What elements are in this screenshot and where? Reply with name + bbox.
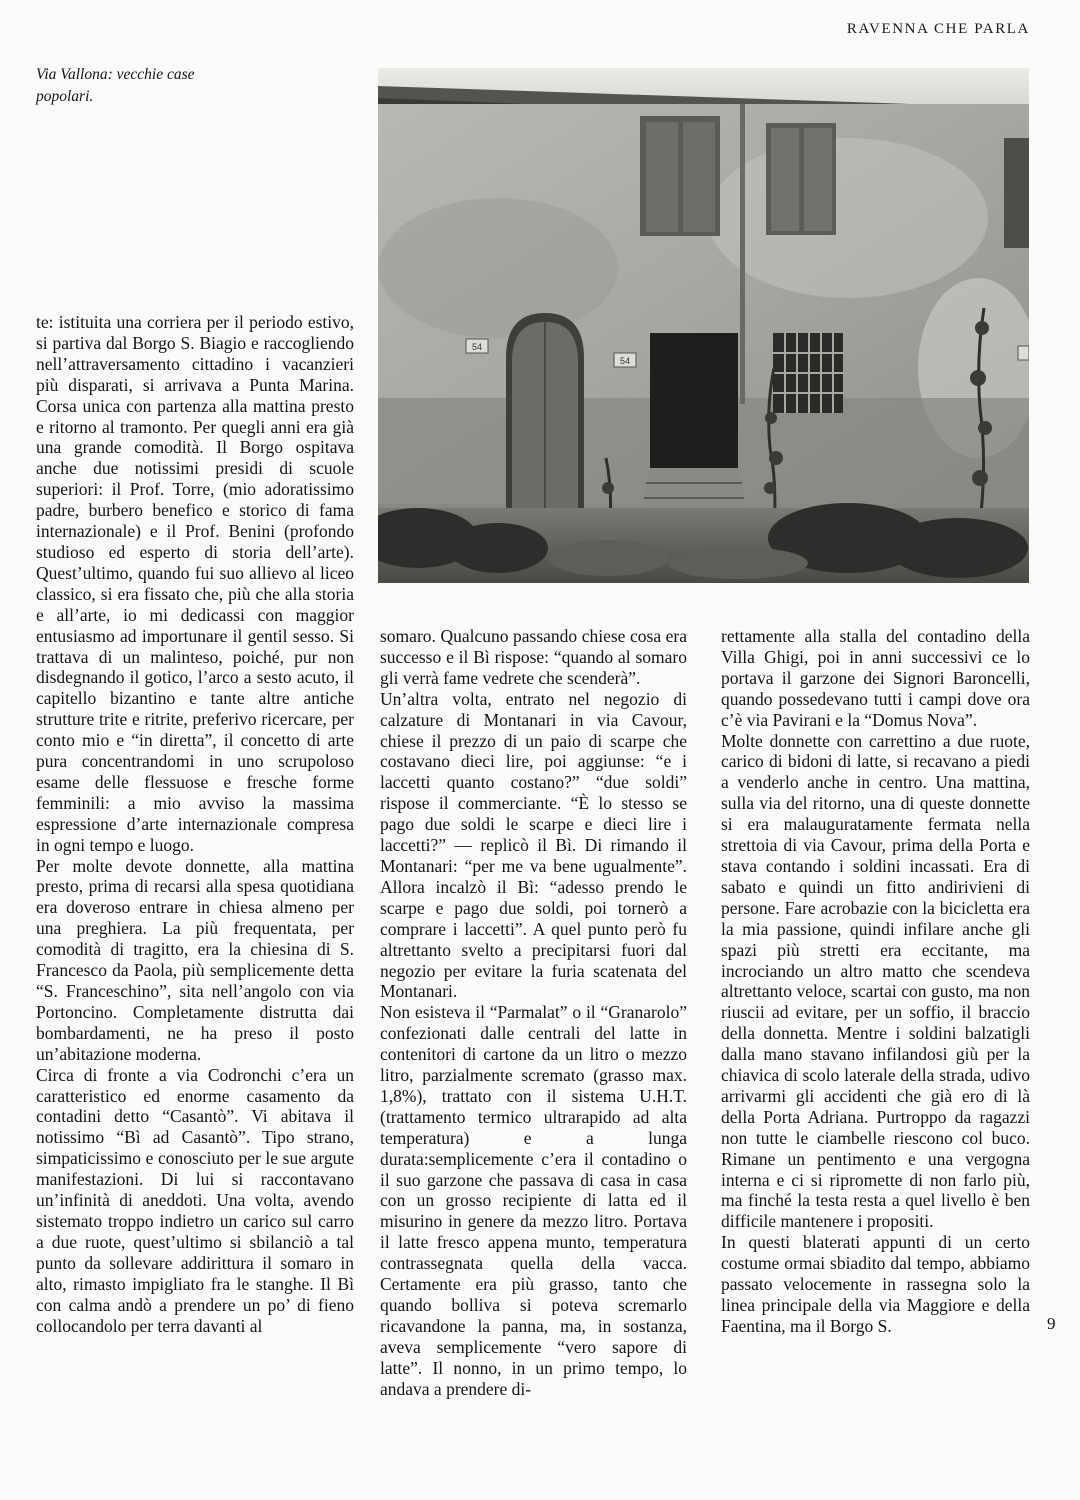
door-number: 54 [471,342,483,352]
door-number: 54 [619,356,631,366]
paragraph: Per molte devote donnette, alla mattina presto, prima di recarsi alla spesa quotidiana era doveroso entrare in chiesa almeno per una preghiera. La più frequentata, per comodità di tragitto, era la chiesina di S. Francesco da Paola, più semplicemente detta “S. Franceschino”, sita nell’angolo con via Portoncino. Completamente distrutta dai bombardamenti, ne ha preso il posto un’abitazione moderna. [36,855,354,1064]
house-photo [378,68,1029,583]
caption-line: popolari. [36,88,94,105]
paragraph: Un’altra volta, entrato nel negozio di calzature di Montanari in via Cavour, chiese il prezzo di un paio di scarpe che costavano dieci lire, poi aggiunse: “e i laccetti quanto costano?” “due soldi” rispose il commerciante. “È lo stesso se pago due soldi le scarpe e dieci lire i laccetti?” — replicò il Bì. Di rimando il Montanari: “per me va bene ugualmente”. Allora incalzò il Bì: “adesso prendo le scarpe e pago due soldi, poi tornerò a comprare i laccetti”. A quel punto però fu altrettanto svelto a precipitarsi fuori dal negozio per evitare la furia scatenata del Montanari. [380,688,687,1002]
text-column-3 [721,626,1030,1337]
photo-caption [36,64,266,108]
paragraph: In questi blaterati appunti di un certo costume ormai sbiadito dal tempo, abbiamo passato velocemente in rassegna solo la linea principale della via Maggiore e della Faentina, ma il Borgo S. [721,1232,1030,1336]
paragraph: somaro. Qualcuno passando chiese cosa era successo e il Bì rispose: “quando al somaro gli verrà fame vedrete che scenderà”. [380,626,687,688]
paragraph: rettamente alla stalla del contadino della Villa Ghigi, poi in anni successivi ce lo portava il garzone dei Signori Baroncelli, quando possedevano tutti i campi dove ora c’è via Pavirani e la “Domus Nova”. [721,626,1030,730]
text-column-1 [36,312,354,1336]
caption-line: Via Vallona: vecchie case [36,66,195,83]
paragraph: Circa di fronte a via Codronchi c’era un caratteristico ed enorme casamento da contadini detto “Casantò”. Vi abitava il notissimo “Bì ad Casantò”. Tipo strano, simpaticissimo e conosciuto per le sue argute manifestazioni. Di lui si raccontavano un’infinità di aneddoti. Una volta, avendo sistemato troppo indietro un carico sul carro a due ruote, quest’ultimo si sbilanciò a tal punto da sollevare addirittura il somaro in alto, rimasto impigliato fra le stanghe. Il Bì con calma andò a prendere un po’ di fieno collocandolo per terra davanti al [36,1064,354,1336]
paragraph: Non esisteva il “Parmalat” o il “Granarolo” confezionati dalle centrali del latte in contenitori di cartone da un litro o mezzo litro, parzialmente scremato (grasso max. 1,8%), trattato con il sistema U.H.T. (trattamento termico ultrarapido ad alta temperatura) e a lunga durata:semplicemente c’era il contadino o il suo garzone che passava di casa in casa con un grosso recipiente di latta ed il misurino in genere da mezzo litro. Portava il latte fresco appena munto, temperatura contrassegnata quella della vacca. Certamente era più grasso, tanto che quando bolliva si poteva scremarlo ricavandone la panna, ma, in sostanza, aveva semplicemente “vero sapore di latte”. Il nonno, in un primo tempo, lo andava a prendere di- [380,1002,687,1399]
house-photo-illustration [378,68,1029,583]
running-header: RAVENNA CHE PARLA [846,21,1030,37]
text-column-2 [380,626,687,1400]
paragraph: Molte donnette con carrettino a due ruote, carico di bidoni di latte, si recavano a piedi a venderlo anche in centro. Una mattina, sulla via del ritorno, una di queste donnette si era malauguratamente fermata nella strettoia di via Cavour, prima della Porta e stava contando i soldini incassati. Era di sabato e quindi un fitto andirivieni di persone. Fare acrobazie con la bicicletta era la mia passione, quindi infilare anche gli spazi più stretti era eccitante, ma incrociando un altro matto che scendeva altrettanto veloce, scartai con gusto, ma non riuscii ad evitare, per un soffio, il braccio della donnetta. Mentre i soldini balzatigli dalla mano stavano infilandosi giù per la chiavica di scolo laterale della strada, udivo arrivarmi gli accidenti che già ero di là della Porta Adriana. Purtroppo da ragazzi non tutte le ciambelle riescono col buco. Rimane un pentimento e una vergogna interna e ci si ripromette di non farlo più, ma finché la testa resta a quel livello è ben difficile mantenere i propositi. [721,730,1030,1232]
paragraph: te: istituita una corriera per il periodo estivo, si partiva dal Borgo S. Biagio e raccogliendo nell’attraversamento cittadino i vacanzieri più disparati, si arrivava a Punta Marina. Corsa unica con partenza alla mattina presto e ritorno al tramonto. Per quegli anni era già una grande comodità. Il Borgo ospitava anche due notissimi presidi di scuole superiori: il Prof. Torre, (mio adoratissimo padre, burbero benefico e storico di fama internazionale) e il Prof. Benini (profondo studioso ed esperto di storia dell’arte). Quest’ultimo, quando fui suo allievo al liceo classico, si era fissato che, più che alla storia e all’arte, io mi dedicassi con maggior entusiasmo ad importunare il gentil sesso. Si trattava di un malinteso, poiché, pur non disdegnando il gotico, l’arco a sesto acuto, il capitello bizantino e tante altre antiche strutture trite e ritrite, preferivo ricercare, per conto mio e “in diretta”, il concetto di arte pura concentrandomi in uno scrupoloso esame delle flessuose e fresche forme femminili: a mio avviso la massima espressione d’arte internazionale compresa in ogni tempo e luogo. [36,312,354,855]
page-number: 9 [1047,1314,1056,1333]
